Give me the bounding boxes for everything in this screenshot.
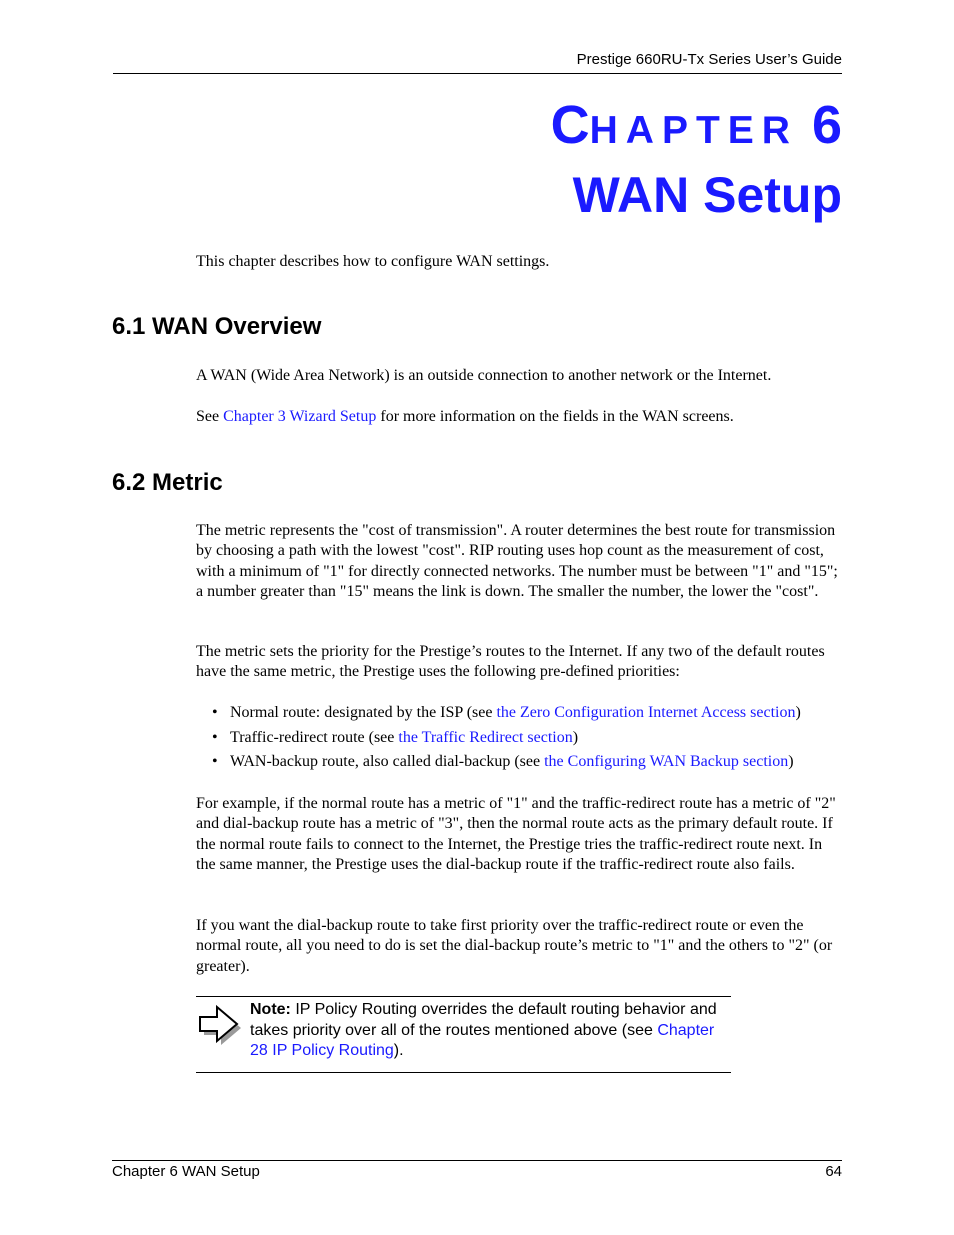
bullet-text: WAN-backup route, also called dial-backup (see <box>230 753 545 770</box>
note-label: Note: <box>250 1001 291 1018</box>
bullet-dot: • <box>212 753 218 770</box>
list-item <box>212 703 801 728</box>
page-number: 64 <box>825 1163 842 1180</box>
chapter-title: WAN Setup <box>572 167 842 223</box>
section-heading-metric: 6.2 Metric <box>112 469 223 496</box>
chapter-number: 6 <box>811 95 842 155</box>
text-see: See <box>196 408 224 425</box>
metric-paragraph-1: The metric represents the "cost of transmission". A router determines the best route for transmission by choosing a path with the lowest "cost". RIP routing uses hop count as the measurement of cost, with a minimum of "1" for directly connected networks. The number must be between "1" and "15"; a number greater than "15" means the link is down. The smaller the number, the lower the "cost". <box>196 522 838 600</box>
metric-priority-paragraph: If you want the dial-backup route to take first priority over the traffic-redirect route or even the normal route, all you need to do is set the dial-backup route’s metric to "1" and the others to "2" (or greater). <box>196 917 833 975</box>
wan-overview-paragraph: A WAN (Wide Area Network) is an outside connection to another network or the Internet. <box>196 367 772 384</box>
list-item <box>212 752 801 777</box>
section-heading-wan-overview: 6.1 WAN Overview <box>112 313 322 340</box>
chapter-word-rest: HAPTER <box>589 109 798 152</box>
note-bottom-rule <box>196 1072 731 1073</box>
text-more-info: for more information on the fields in the WAN screens. <box>376 408 734 425</box>
chapter-3-link[interactable]: Chapter 3 Wizard Setup <box>223 408 377 425</box>
traffic-redirect-link[interactable]: the Traffic Redirect section <box>398 728 573 746</box>
note-top-rule <box>196 996 731 997</box>
chapter-label <box>550 95 842 155</box>
wan-backup-link[interactable]: the Configuring WAN Backup section <box>544 753 789 770</box>
metric-paragraph-2: The metric sets the priority for the Prestige’s routes to the Internet. If any two of the default routes have the same metric, the Prestige uses the following pre-defined priorities: <box>196 643 825 681</box>
intro-paragraph: This chapter describes how to configure WAN settings. <box>196 253 550 270</box>
note-body: IP Policy Routing overrides the default routing behavior and takes priority over all of the routes mentioned above (see <box>250 1001 717 1039</box>
arrow-right-icon <box>196 1004 242 1046</box>
bullet-text: Traffic-redirect route (see <box>230 728 399 746</box>
bullet-text-end: ) <box>572 728 579 746</box>
note-body-end: ). <box>393 1042 404 1059</box>
zero-config-link[interactable]: the Zero Configuration Internet Access section <box>496 704 796 721</box>
bullet-dot: • <box>212 728 218 746</box>
header-divider <box>113 73 842 74</box>
guide-title: Prestige 660RU-Tx Series User’s Guide <box>576 51 842 68</box>
route-priority-list <box>212 703 801 777</box>
list-item <box>212 728 801 753</box>
wizard-setup-reference <box>196 407 844 427</box>
bullet-text-end: ) <box>795 704 801 721</box>
chapter-initial: C <box>550 95 590 155</box>
footer-chapter-title: Chapter 6 WAN Setup <box>112 1163 260 1180</box>
chapter-28-link[interactable]: Chapter 28 IP Policy Routing <box>250 1021 715 1059</box>
bullet-dot: • <box>212 704 218 721</box>
metric-example-paragraph: For example, if the normal route has a metric of "1" and the traffic-redirect route has a metric of "2" and dial-backup route has a metric of "3", then the normal route acts as the primary default route. If the normal route fails to connect to the Internet, the Prestige tries the traffic-redirect route next. In the same manner, the Prestige uses the dial-backup route if the traffic-redirect route also fails. <box>196 795 836 873</box>
note-text <box>250 1000 730 1062</box>
bullet-text: Normal route: designated by the ISP (see <box>230 704 497 721</box>
footer-divider <box>112 1160 842 1161</box>
bullet-text-end: ) <box>788 753 794 770</box>
